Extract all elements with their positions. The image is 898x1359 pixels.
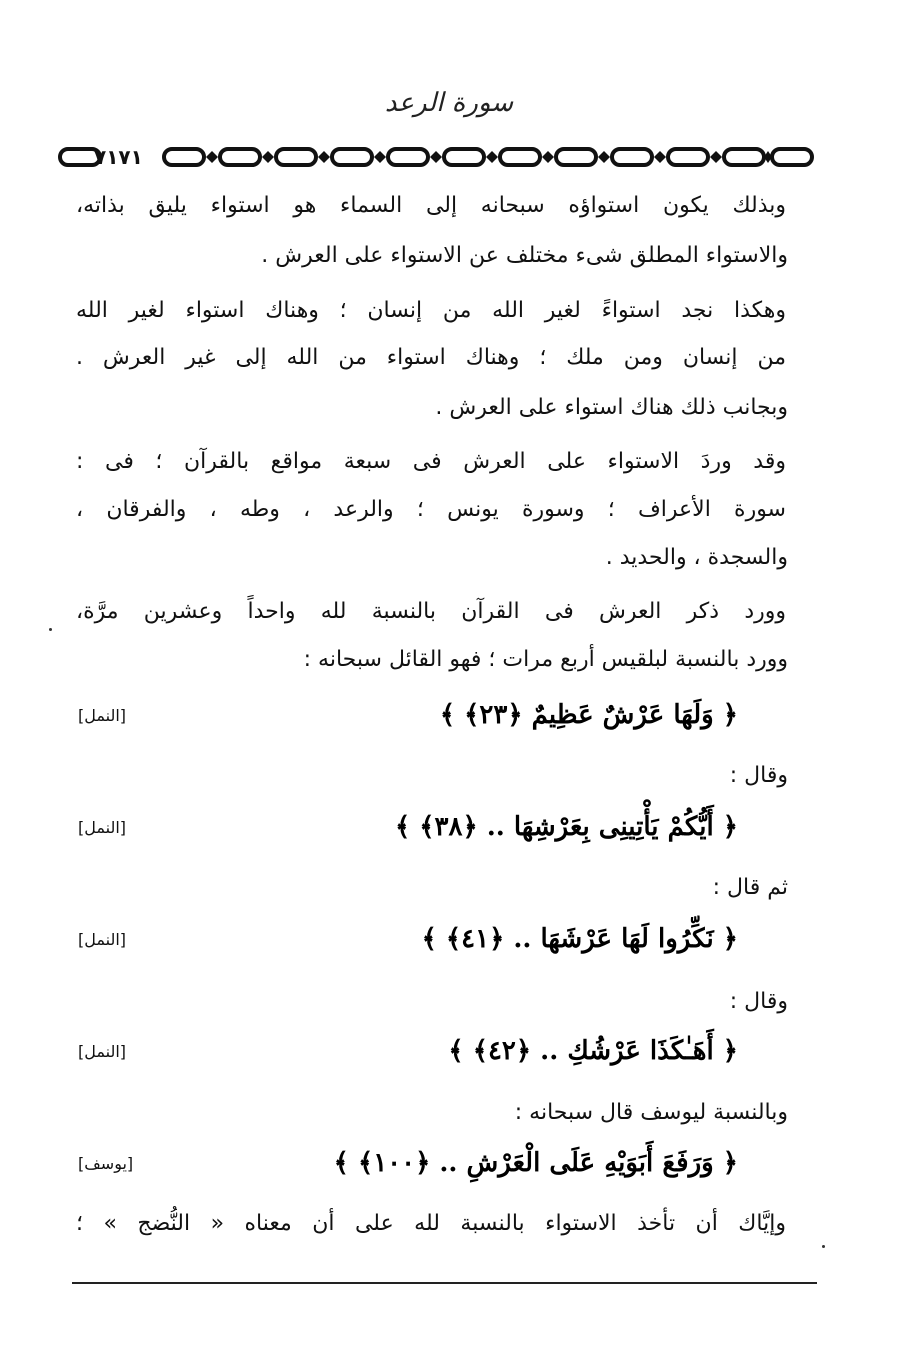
page-number: ٧١٧١ <box>94 145 143 169</box>
scan-speck <box>822 1245 825 1248</box>
text-line: وهكذا نجد استواءً لغير الله من إنسان ؛ وهناك استواء لغير الله <box>76 298 786 323</box>
text-line: سورة الأعراف ؛ وسورة يونس ؛ والرعد ، وطه ، والفرقان ، <box>76 497 786 522</box>
text-line: من إنسان ومن ملك ؛ وهناك استواء من الله إلى غير العرش . <box>76 345 786 370</box>
text-line: وإيَّاك أن تأخذ الاستواء بالنسبة لله على أن معناه « النُّضج » ؛ <box>76 1211 786 1236</box>
verse-reference: [النمل] <box>78 706 126 725</box>
text-line: وقد وردَ الاستواء على العرش فى سبعة مواقع بالقرآن ؛ فى : <box>76 449 786 474</box>
quran-verse: ﴿ أَيُّكُمْ يَأْتِينِى بِعَرْشِهَا .. ﴿٣٨﴾ ﴾ <box>395 812 738 842</box>
text-line: ثم قال : <box>712 875 788 900</box>
text-line: وورد ذكر العرش فى القرآن بالنسبة لله واحداً وعشرين مرَّة، <box>76 599 786 624</box>
text-line: وبالنسبة ليوسف قال سبحانه : <box>514 1100 788 1125</box>
text-line: وقال : <box>729 989 788 1014</box>
quran-verse: ﴿ نَكِّرُوا لَهَا عَرْشَهَا .. ﴿٤١﴾ ﴾ <box>421 924 738 954</box>
scan-speck <box>49 628 52 631</box>
verse-reference: [النمل] <box>78 930 126 949</box>
quran-verse: ﴿ وَلَهَا عَرْشٌ عَظِيمٌ ﴿٢٣﴾ ﴾ <box>439 700 738 730</box>
verse-reference: [النمل] <box>78 1042 126 1061</box>
verse-reference: [النمل] <box>78 818 126 837</box>
text-line: وقال : <box>729 763 788 788</box>
verse-reference: [يوسف] <box>78 1154 134 1173</box>
text-line: والسجدة ، والحديد . <box>605 545 788 570</box>
decorative-border <box>56 140 816 174</box>
text-line: وبذلك يكون استواؤه سبحانه إلى السماء هو استواء يليق بذاته، <box>76 193 786 218</box>
quran-verse: ﴿ أَهَـٰكَذَا عَرْشُكِ .. ﴿٤٢﴾ ﴾ <box>448 1036 738 1066</box>
text-line: والاستواء المطلق شىء مختلف عن الاستواء على العرش . <box>261 243 788 268</box>
footer-rule <box>72 1282 817 1284</box>
quran-verse: ﴿ وَرَفَعَ أَبَوَيْهِ عَلَى الْعَرْشِ .. ﴿١٠٠﴾ ﴾ <box>333 1148 738 1178</box>
text-line: وورد بالنسبة لبلقيس أربع مرات ؛ فهو القائل سبحانه : <box>303 647 788 672</box>
text-line: وبجانب ذلك هناك استواء على العرش . <box>435 395 788 420</box>
surah-title: سورة الرعد <box>384 88 514 118</box>
